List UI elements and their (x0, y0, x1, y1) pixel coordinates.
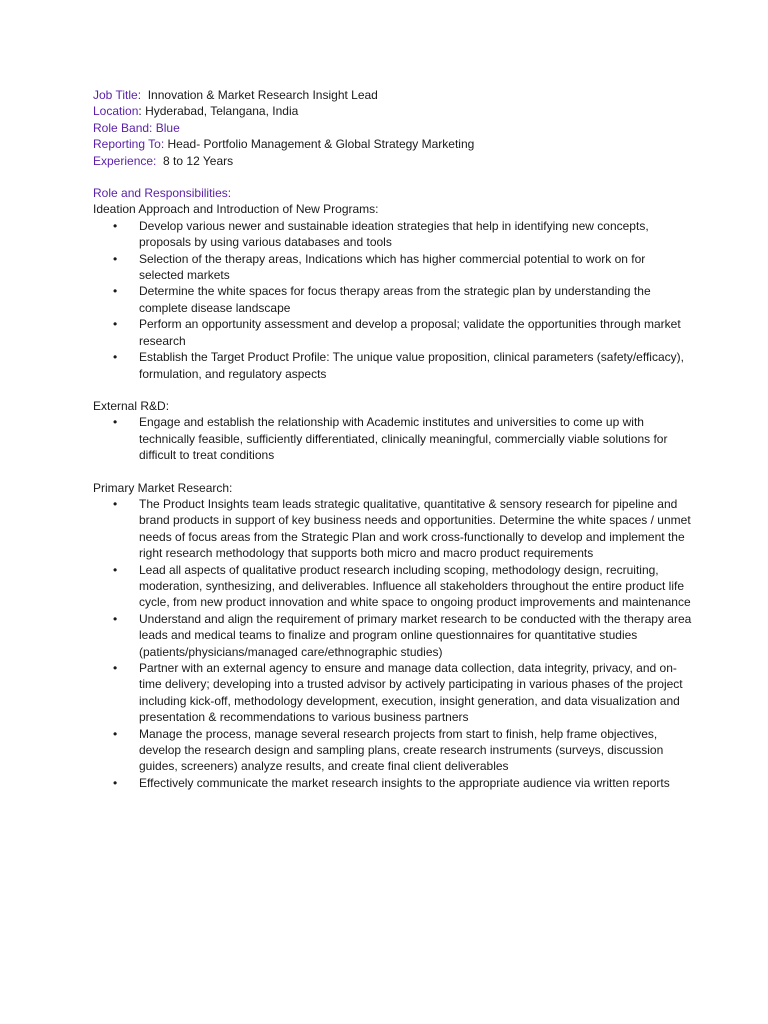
bullet-icon: • (113, 218, 118, 233)
role-band-row (93, 120, 693, 136)
list-item: • Manage the process, manage several research projects from start to finish, help frame objectives, develop the research design and sampling plans, create research instruments (surveys, discussion guides, screeners) analyze results, and create final client deliverables (113, 726, 664, 774)
bullet-icon: • (113, 415, 118, 430)
job-title-value: Innovation & Market Research Insight Lead (147, 88, 378, 102)
primary-research-list (93, 496, 693, 791)
experience-value: 8 to 12 Years (163, 153, 234, 168)
reporting-to-label: Reporting To: (93, 137, 165, 152)
bullet-icon: • (113, 317, 118, 332)
list-item: • Partner with an external agency to ensure and manage data collection, data integrity, privacy, and on-time delivery; developing into a trusted advisor by actively participating in various phases of the project including kick-off, methodology development, execution, insight generation, and data visualization and presentation & recommendations to various business partners (113, 661, 683, 725)
bullet-icon: • (113, 251, 118, 266)
bullet-icon: • (113, 496, 118, 511)
external-rd-heading: External R&D: (93, 398, 170, 413)
external-rd-list (93, 414, 693, 463)
reporting-to-value: Head- Portfolio Management & Global Strategy Marketing (167, 137, 475, 152)
job-title-label: Job Title: (93, 88, 142, 102)
bullet-icon: • (113, 284, 118, 299)
role-band-label: Role Band: (93, 120, 153, 135)
list-item: • Lead all aspects of qualitative product research including scoping, methodology design, recruiting, moderation, synthesizing, and deliverables. Influence all stakeholders throughout the entire product life cycle, from new product innovation and white space to ongoing product improvements and maintenance (113, 562, 691, 610)
list-item: • Perform an opportunity assessment and develop a proposal; validate the opportunities through market research (113, 317, 681, 348)
list-item: • Understand and align the requirement of primary market research to be conducted with the therapy area leads and medical teams to finalize and program online questionnaires for quantitative studies (patients/physicians/managed care/ethnographic studies) (113, 611, 692, 659)
primary-research-heading: Primary Market Research: (93, 480, 233, 495)
location-row (93, 103, 693, 119)
bullet-icon: • (113, 726, 118, 741)
bullet-icon: • (113, 562, 118, 577)
list-item: • Develop various newer and sustainable ideation strategies that help in identifying new concepts, proposals by using various databases and tools (113, 218, 649, 250)
location-label: Location: (93, 104, 142, 119)
bullet-icon: • (113, 775, 118, 790)
bullet-icon: • (113, 611, 118, 626)
job-description-document (93, 87, 693, 791)
experience-label: Experience: (93, 153, 157, 168)
role-responsibilities-title: Role and Responsibilities: (93, 186, 232, 201)
experience-row (93, 153, 693, 169)
list-item: • Establish the Target Product Profile: The unique value proposition, clinical parameters (safety/efficacy), formulation, and regulatory aspects (113, 350, 684, 381)
job-title-row (93, 87, 693, 103)
list-item: • The Product Insights team leads strategic qualitative, quantitative & sensory research for pipeline and brand products in support of key business needs and opportunities. Determine the white spaces / unmet needs of focus areas from the Strategic Plan and work cross-functionally to develop and implement the right research methodology that supports both micro and macro product requirements (113, 496, 691, 561)
ideation-list (93, 218, 693, 382)
role-band-value: Blue (155, 120, 180, 135)
list-item: • Determine the white spaces for focus therapy areas from the strategic plan by understanding the complete disease landscape (113, 284, 651, 315)
reporting-to-row (93, 136, 693, 152)
list-item: • Selection of the therapy areas, Indications which has higher commercial potential to work on for selected markets (113, 251, 646, 283)
list-item: • Engage and establish the relationship with Academic institutes and universities to come up with technically feasible, sufficiently differentiated, clinically meaningful, commercially viable solutions for difficult to treat conditions (113, 415, 668, 463)
bullet-icon: • (113, 661, 118, 675)
location-value: Hyderabad, Telangana, India (145, 104, 299, 119)
list-item: • Effectively communicate the market research insights to the appropriate audience via written reports (113, 775, 670, 790)
ideation-heading: Ideation Approach and Introduction of New Programs: (93, 202, 379, 217)
bullet-icon: • (113, 350, 118, 365)
